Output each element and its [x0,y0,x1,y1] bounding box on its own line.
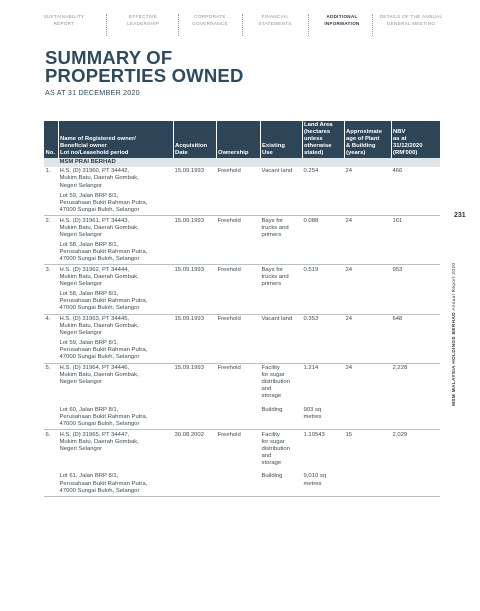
nav-separator [308,14,309,36]
acquisition-date: 15.09.1993 [173,314,216,363]
nav-item-2[interactable]: CORPORATE GOVERNANCE [192,14,228,26]
existing-use: Building [260,468,302,496]
nav-separator [242,14,243,36]
acquisition-date: 15.09.1993 [174,365,204,372]
nbv-value: 648 [391,314,440,363]
row-number: 5. [45,365,51,372]
land-area: 0.519 [302,265,344,314]
lot-address: Lot 58, Jalan BRP 8/1, Perusahaan Bukit Rahman Putra, 47000 Sungai Buloh, Selangor [59,241,148,263]
nbv-value: 2,029 [392,431,408,438]
acquisition-date: 15.09.1993 [173,265,216,314]
owner-cell [58,314,173,363]
table-row [44,216,440,265]
row-number-empty [44,402,58,430]
header-age: Approximate age of Plant & Building (years) [344,121,391,158]
lot-address: Lot 58, Jalan BRP 8/1, Perusahaan Bukit Rahman Putra, 47000 Sungai Buloh, Selangor [59,290,148,312]
building-age: 24 [344,265,391,314]
ownership: Freehold [216,216,260,265]
table-row [44,363,440,402]
existing-use: Facility for sugar distribution and storage [261,431,290,467]
nav-item-3[interactable]: FINANCIAL STATEMENTS [258,14,292,26]
nbv-value: 2,228 [392,365,408,372]
side-company-name: MSM MALAYSIA HOLDINGS BERHAD [452,312,457,406]
title-reference: H.S. (D) 31965, PT 34447, Mukim Batu, Daerah Gombak, Negeri Selangor [59,431,139,452]
header-ownership: Ownership [216,121,260,158]
header-acquisition: Acquisition Date [173,121,216,158]
row-number-empty [44,468,58,496]
row-number: 3. [44,265,58,314]
table-row [44,430,440,469]
page-subtitle: AS AT 31 DECEMBER 2020 [45,88,140,97]
building-age: 24 [344,216,391,265]
title-line-1: SUMMARY OF [45,47,173,68]
header-existing-use: Existing Use [260,121,302,158]
table-subrow [44,468,440,496]
ownership: Freehold [217,365,241,372]
ownership: Freehold [216,265,260,314]
row-number: 1. [44,167,58,216]
building-age: 15 [345,431,353,438]
ownership: Freehold [217,431,241,438]
page-number: 231 [454,212,466,219]
nbv-value: 161 [391,216,440,265]
title-reference: H.S. (D) 31962, PT 34444, Mukim Batu, Daerah Gombak, Negeri Selangor [59,266,139,287]
nav-separator [106,14,107,36]
nav-item-5[interactable]: DETAILS OF THE ANNUAL GENERAL MEETING [379,14,443,26]
owner-cell [58,167,173,216]
owner-cell [58,216,173,265]
building-age-empty [344,402,391,430]
header-land-area: Land Area (hectares unless otherwise stated) [302,121,344,158]
acquisition-date: 15.09.1993 [173,216,216,265]
land-area: 1.214 [303,365,319,372]
land-area: 0.088 [302,216,344,265]
title-reference: H.S. (D) 31960, PT 34442, Mukim Batu, Daerah Gombak, Negeri Selangor [59,168,139,189]
header-nbv: NBV as at 31/12/2020 (RM'000) [391,121,440,158]
land-area: 1.10543 [303,431,325,438]
ownership: Freehold [216,314,260,363]
row-number: 2. [44,216,58,265]
nbv-value: 953 [391,265,440,314]
title-reference: H.S. (D) 31963, PT 34445, Mukim Batu, Daerah Gombak, Negeri Selangor [59,315,139,337]
acquisition-date: 30.08.2002 [174,431,204,438]
lot-address: Lot 59, Jalan BRP 8/1, Perusahaan Bukit Rahman Putra, 47000 Sungai Buloh, Selangor [59,340,148,361]
table-row [44,265,440,314]
acquisition-date-empty [173,468,216,496]
nav-item-1[interactable]: EFFECTIVE LEADERSHIP [126,14,160,26]
existing-use: Vacant land [260,314,302,363]
owner-cell [58,430,173,469]
side-report-title: Annual Report 2020 [452,262,457,311]
title-reference: H.S. (D) 31961, PT 34443, Mukim Batu, Daerah Gombak, Negeri Selangor [59,217,139,238]
existing-use: Building [260,402,302,430]
section-row [44,158,440,167]
existing-use: Bays for trucks and primers [260,265,302,314]
building-age: 24 [344,167,391,216]
land-area: 0.353 [302,314,344,363]
acquisition-date-empty [173,402,216,430]
existing-use: Bays for trucks and primers [260,216,302,265]
properties-table [44,121,440,497]
side-report-label [452,263,457,406]
table-row [44,167,440,216]
existing-use: Vacant land [260,167,302,216]
nav-separator [178,14,179,36]
table-row [44,314,440,363]
building-age: 24 [344,314,391,363]
nav-item-0[interactable]: SUSTAINABILITY REPORT [43,14,85,26]
lot-address: Lot 61, Jalan BRP 8/1, Perusahaan Bukit Rahman Putra, 47000 Sungai Buloh, Selangor [58,468,173,496]
title-reference: H.S. (D) 31964, PT 34446, Mukim Batu, Daerah Gombak, Negeri Selangor [59,365,139,386]
row-number: 6. [45,431,51,438]
lot-address: Lot 60, Jalan BRP 8/1, Perusahaan Bukit Rahman Putra, 47000 Sungai Buloh, Selangor [58,402,173,430]
nav-item-4[interactable]: ADDITIONAL INFORMATION [324,14,360,26]
owner-cell [58,363,173,402]
building-age: 24 [345,365,353,372]
page-title [45,49,244,85]
building-age-empty [344,468,391,496]
owner-cell [58,265,173,314]
top-navigation [0,14,480,38]
row-number: 4. [44,314,58,363]
section-title: MSM PRAI BERHAD [58,158,440,167]
nbv-empty [391,402,440,430]
header-no: No. [44,121,58,158]
land-area: 9,010 sq metres [302,468,344,496]
title-line-2: PROPERTIES OWNED [45,65,244,86]
table-header-row [44,121,440,158]
land-area: 0.254 [302,167,344,216]
existing-use: Facility for sugar distribution and storage [261,365,290,400]
ownership-empty [216,468,260,496]
nbv-empty [391,468,440,496]
acquisition-date: 15.09.1993 [173,167,216,216]
ownership: Freehold [216,167,260,216]
nav-separator [372,14,373,36]
table-subrow [44,402,440,430]
ownership-empty [216,402,260,430]
lot-address: Lot 59, Jalan BRP 8/1, Perusahaan Bukit Rahman Putra, 47000 Sungai Buloh, Selangor [59,192,148,213]
header-owner: Name of Registered owner/ Beneficial owner Lot no/Leasehold period [58,121,173,158]
land-area: 903 sq metres [302,402,344,430]
nbv-value: 466 [391,167,440,216]
